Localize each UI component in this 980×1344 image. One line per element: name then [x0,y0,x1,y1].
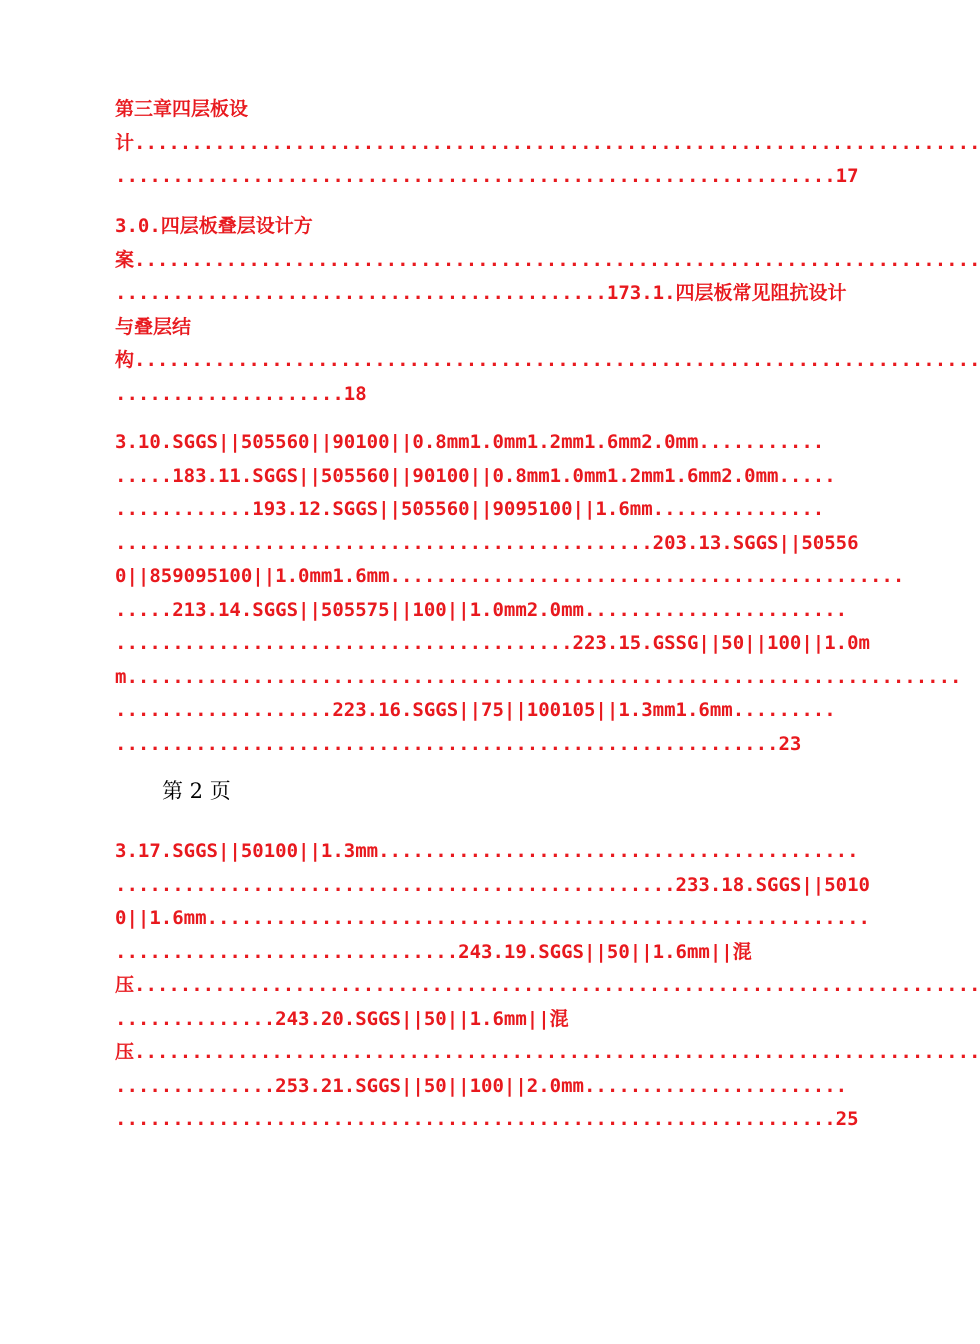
toc-line[interactable]: 3.0.四层板叠层设计方 [115,215,313,237]
toc-line[interactable]: 3.10.SGGS||505560||90100||0.8mm1.0mm1.2mm1.6mm2.0mm........... [115,431,825,453]
toc-line[interactable]: 构.......................................................................... [115,349,980,371]
toc-line[interactable]: m......................................................................... [115,665,962,688]
toc-line[interactable]: 3.17.SGGS||50100||1.3mm.......................................... [115,840,859,862]
toc-line[interactable]: 压.......................................................................... [115,974,980,996]
toc-block-chapter-3 [115,93,980,194]
toc-line[interactable]: ...................223.16.SGGS||75||100105||1.3mm1.6mm......... [115,699,836,721]
toc-line[interactable]: ..........................................................23 [115,732,802,755]
toc-line[interactable]: .................................................233.18.SGGS||5010 [115,873,870,896]
toc-line[interactable]: ...........................................173.1.四层板常见阻抗设计 [115,282,847,304]
toc-line[interactable]: 0||859095100||1.0mm1.6mm............................................. [115,565,905,587]
toc-line[interactable]: ..............243.20.SGGS||50||1.6mm||混 [115,1007,569,1030]
toc-block-section-3-0 [115,210,980,411]
toc-line[interactable]: ....................18 [115,382,367,405]
toc-line[interactable]: ...............................................203.13.SGGS||50556 [115,531,859,554]
toc-block-section-3-10 [115,426,962,761]
toc-line[interactable]: ...............................................................17 [115,165,859,187]
toc-line[interactable]: .....213.14.SGGS||505575||100||1.0mm2.0mm....................... [115,598,848,621]
toc-line[interactable]: 压.......................................................................... [115,1041,980,1063]
toc-line[interactable]: 案.......................................................................... [115,248,980,271]
toc-line[interactable]: ............193.12.SGGS||505560||9095100||1.6mm............... [115,498,825,520]
toc-block-section-3-17 [115,835,980,1137]
toc-line[interactable]: 0||1.6mm.......................................................... [115,907,870,929]
toc-line[interactable]: ..............................243.19.SGGS||50||1.6mm||混 [115,940,752,963]
toc-line[interactable]: ........................................223.15.GSSG||50||100||1.0m [115,632,870,654]
toc-line[interactable]: 计.......................................................................... [115,131,980,154]
toc-line[interactable]: 第三章四层板设 [115,98,249,120]
toc-line[interactable]: ..............253.21.SGGS||50||100||2.0mm....................... [115,1074,848,1097]
toc-line[interactable]: ...............................................................25 [115,1108,859,1130]
toc-line[interactable]: .....183.11.SGGS||505560||90100||0.8mm1.0mm1.2mm1.6mm2.0mm..... [115,464,836,487]
page-number-label: 第 2 页 [162,779,231,803]
toc-line[interactable]: 与叠层结 [115,315,192,338]
